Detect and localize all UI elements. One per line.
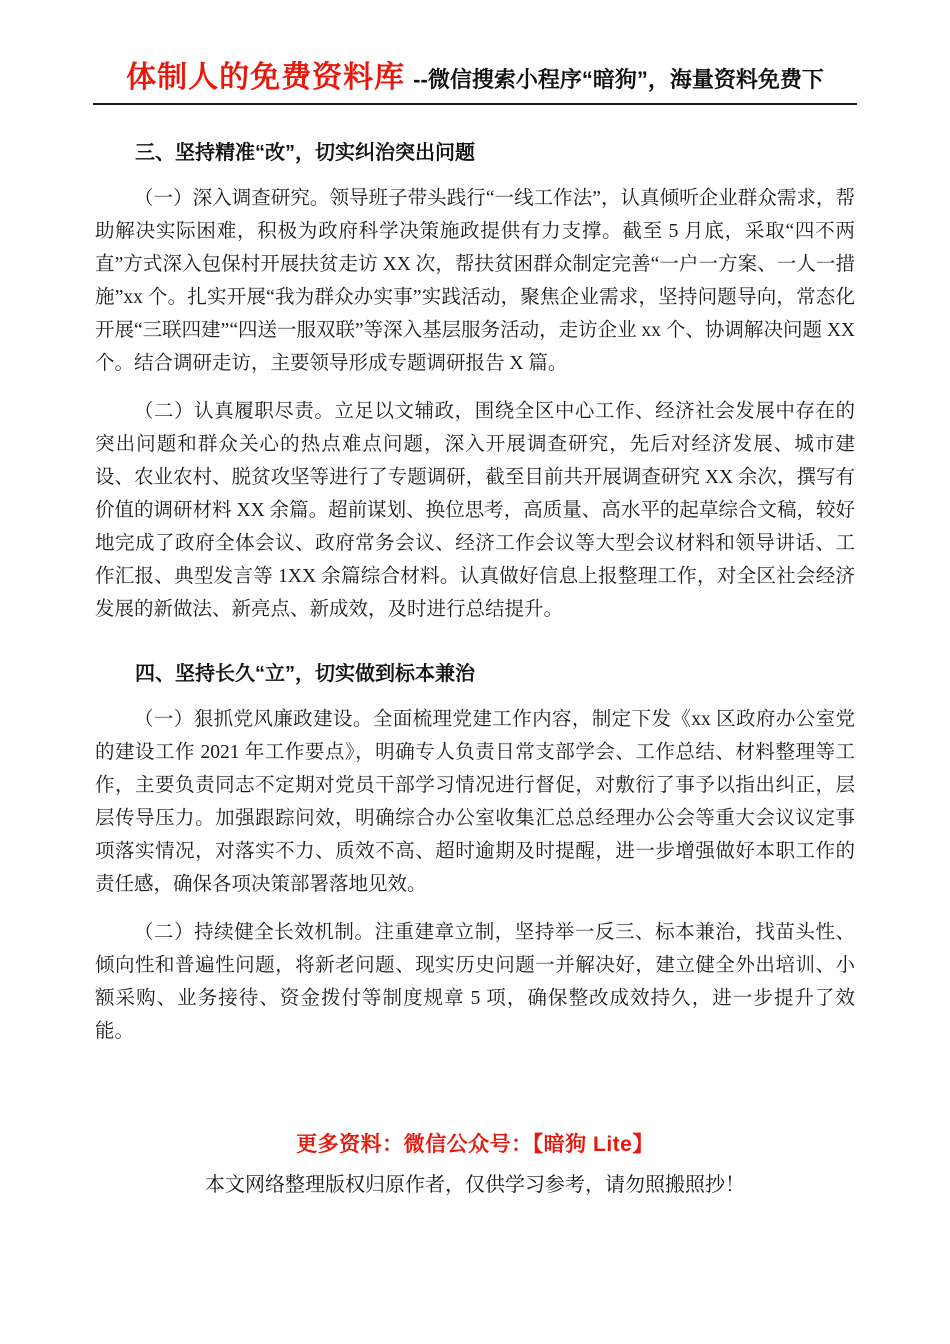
- brand-title: 体制人的免费资料库: [126, 61, 406, 94]
- page-header: [0, 0, 950, 96]
- footer-promo: 更多资料：微信公众号：【暗狗 Lite】: [296, 1133, 654, 1156]
- document-body: [0, 105, 950, 1048]
- section-heading-4: 四、坚持长久“立”，切实做到标本兼治: [135, 663, 475, 685]
- section-heading-3: 三、坚持精准“改”，切实纠治突出问题: [135, 142, 475, 164]
- page-footer: [0, 1128, 950, 1197]
- brand-tagline: --微信搜索小程序“暗狗”，海量资料免费下: [413, 67, 824, 92]
- paragraph: （二）持续健全长效机制。注重建章立制，坚持举一反三、标本兼治，找苗头性、倾向性和普遍性问题，将新老问题、现实历史问题一并解决好，建立健全外出培训、小额采购、业务接待、资金拨付等制度规章 5 项，确保整改成效持久，进一步提升了效能。: [95, 922, 855, 1042]
- paragraph: （二）认真履职尽责。立足以文辅政，围绕全区中心工作、经济社会发展中存在的突出问题和群众关心的热点难点问题，深入开展调查研究，先后对经济发展、城市建设、农业农村、脱贫攻坚等进行了专题调研，截至目前共开展调查研究 XX 余次，撰写有价值的调研材料 XX 余篇。超前谋划、换位思考，高质量、高水平的起草综合文稿，较好地完成了政府全体会议、政府常务会议、经济工作会议等大型会议材料和领导讲话、工作汇报、典型发言等 1XX 余篇综合材料。认真做好信息上报整理工作，对全区社会经济发展的新做法、新亮点、新成效，及时进行总结提升。: [95, 401, 855, 620]
- paragraph: （一）深入调查研究。领导班子带头践行“一线工作法”，认真倾听企业群众需求，帮助解决实际困难，积极为政府科学决策施政提供有力支撑。截至 5 月底，采取“四不两直”方式深入包保村开展扶贫走访 XX 次，帮扶贫困群众制定完善“一户一方案、一人一措施”xx 个。扎实开展“我为群众办实事”实践活动，聚焦企业需求，坚持问题导向，常态化开展“三联四建”“四送一服双联”等深入基层服务活动，走访企业 xx 个、协调解决问题 XX 个。结合调研走访，主要领导形成专题调研报告 X 篇。: [95, 188, 855, 374]
- paragraph: （一）狠抓党风廉政建设。全面梳理党建工作内容，制定下发《xx 区政府办公室党的建设工作 2021 年工作要点》，明确专人负责日常支部学会、工作总结、材料整理等工作，主要负责同志不定期对党员干部学习情况进行督促，对敷衍了事予以指出纠正，层层传导压力。加强跟踪问效，明确综合办公室收集汇总总经理办公会等重大会议议定事项落实情况，对落实不力、质效不高、超时逾期及时提醒，进一步增强做好本职工作的责任感，确保各项决策部署落地见效。: [95, 709, 855, 895]
- footer-disclaimer: 本文网络整理版权归原作者，仅供学习参考，请勿照搬照抄！: [205, 1174, 745, 1196]
